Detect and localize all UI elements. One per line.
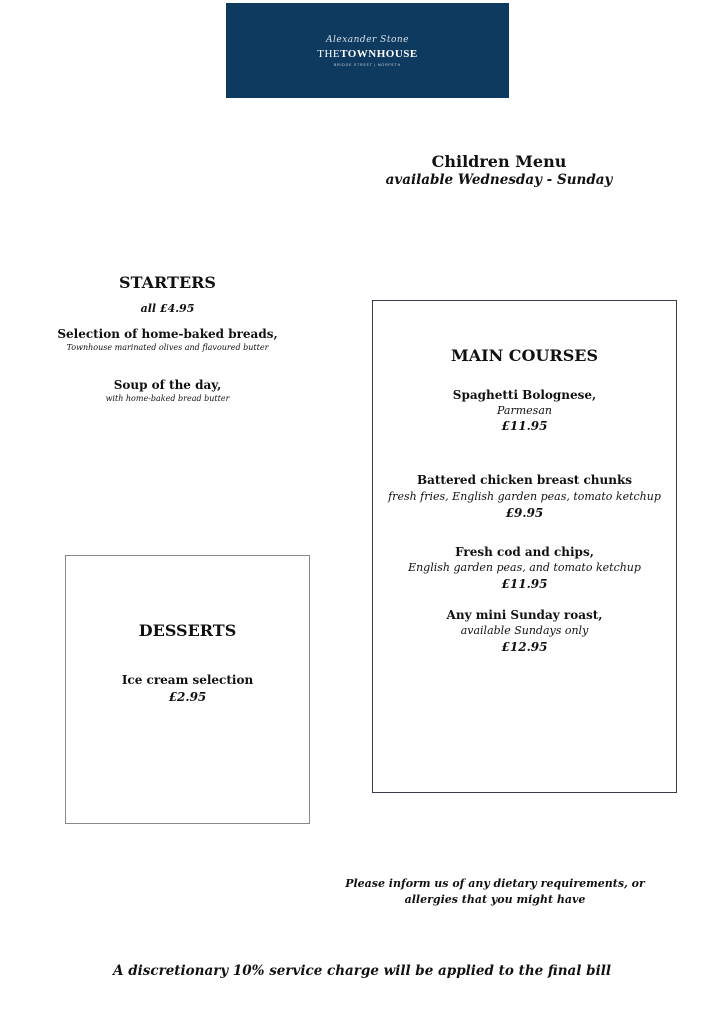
main-course-description: English garden peas, and tomato ketchup [408, 561, 641, 574]
menu-title: Children Menu [431, 152, 567, 171]
main-course-description: Parmesan [497, 404, 552, 417]
menu-subtitle: available Wednesday - Sunday [385, 172, 613, 188]
service-charge-note: A discretionary 10% service charge will be applied to the final bill [113, 963, 611, 979]
logo-brand [226, 48, 509, 60]
main-course-name: Fresh cod and chips, [455, 545, 594, 559]
logo-brand-light: THE [317, 48, 341, 60]
logo-signature: Alexander Stone [325, 35, 409, 45]
starter-item-description: with home-baked bread butter [105, 394, 230, 403]
starter-item-name: Soup of the day, [113, 378, 222, 392]
main-course-description: available Sundays only [460, 624, 589, 637]
logo-address: BRIDGE STREET | MORPETH [334, 63, 401, 67]
main-course-name: Spaghetti Bolognese, [452, 388, 597, 402]
main-course-price: £11.95 [501, 577, 548, 591]
starters-heading: STARTERS [119, 273, 216, 292]
dessert-item-name: Ice cream selection [121, 673, 254, 687]
starter-item-name: Selection of home-baked breads, [57, 327, 278, 341]
dietary-note-line: allergies that you might have [404, 893, 586, 906]
main-course-description: fresh fries, English garden peas, tomato ketchup [388, 490, 661, 503]
main-courses-heading: MAIN COURSES [450, 346, 599, 365]
main-course-price: £9.95 [505, 506, 544, 520]
main-course-name: Battered chicken breast chunks [416, 473, 633, 487]
dessert-item-price: £2.95 [168, 690, 207, 704]
logo-brand-bold: TOWNHOUSE [340, 48, 418, 60]
townhouse-logo [226, 3, 509, 98]
dietary-note-line: Please inform us of any dietary requirements, or [345, 877, 645, 890]
main-course-name: Any mini Sunday roast, [446, 608, 603, 622]
starters-price-note: all £4.95 [140, 302, 195, 315]
main-course-price: £12.95 [501, 640, 548, 654]
starter-item-description: Townhouse marinated olives and flavoured butter [66, 343, 269, 352]
main-course-price: £11.95 [501, 419, 548, 433]
desserts-heading: DESSERTS [138, 621, 237, 640]
dietary-note [330, 876, 660, 908]
